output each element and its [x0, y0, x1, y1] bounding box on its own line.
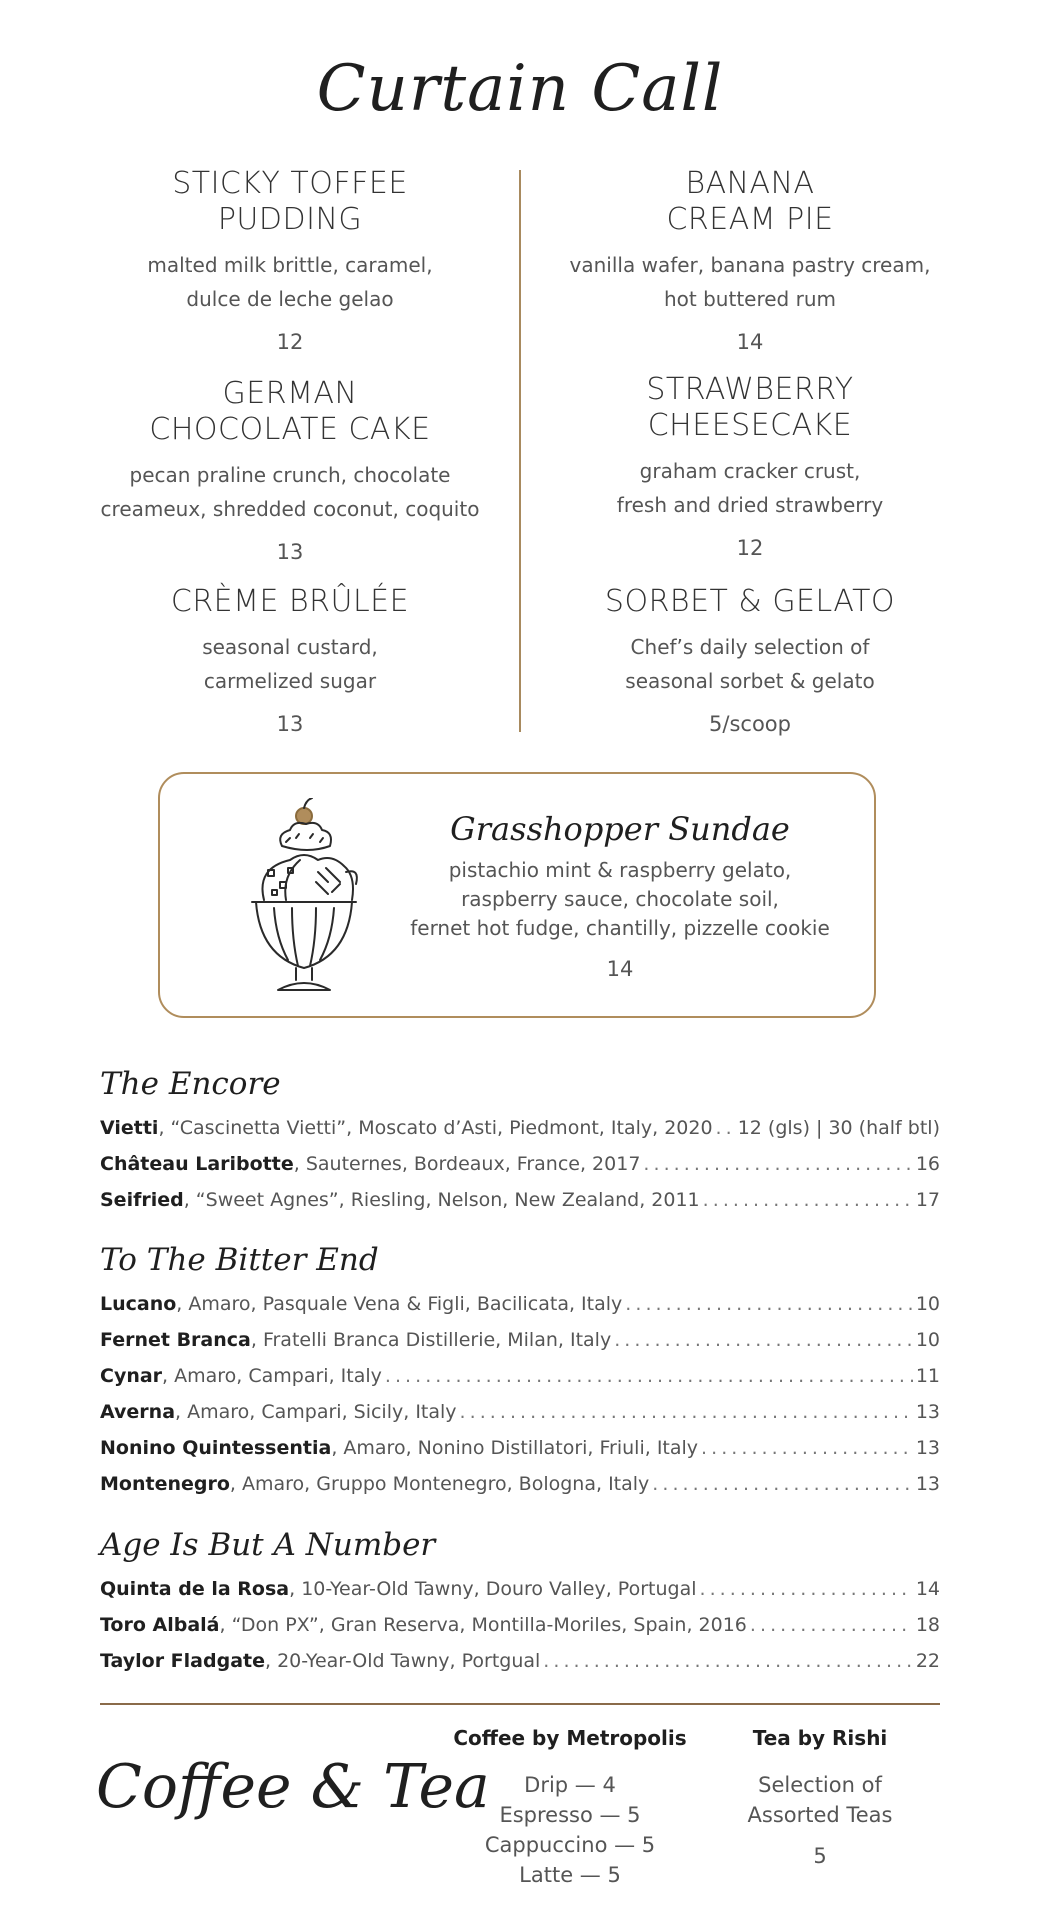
leader-dots — [652, 1466, 913, 1502]
list-item — [100, 1182, 940, 1218]
port-detail: , 20-Year-Old Tawny, Portgual — [265, 1650, 541, 1672]
coffee-item: Espresso — 5 — [499, 1803, 641, 1827]
coffee-heading: Coffee by Metropolis — [453, 1726, 687, 1750]
wine-name: Château Laribotte — [100, 1153, 294, 1175]
item-price: 14 — [915, 1578, 940, 1600]
item-price: 13 — [915, 1401, 940, 1423]
dessert-name: CRÈME BRÛLÉE — [170, 584, 410, 619]
section-title: To The Bitter End — [100, 1242, 379, 1278]
list-item — [100, 1146, 940, 1182]
wine-name: Vietti — [100, 1117, 159, 1139]
leader-dots — [750, 1607, 913, 1643]
dessert-price: 5/scoop — [709, 712, 791, 736]
coffee-item: Drip — 4 — [524, 1773, 616, 1797]
section-age-is-but-a-number — [100, 1527, 940, 1679]
tea-column — [730, 1726, 910, 1868]
amaro-name: Nonino Quintessentia — [100, 1437, 332, 1459]
list-item — [100, 1394, 940, 1430]
section-title: Age Is But A Number — [100, 1527, 436, 1563]
amaro-name: Cynar — [100, 1365, 163, 1387]
dessert-description: malted milk brittle, caramel, dulce de leche gelao — [147, 253, 433, 311]
dessert-description: pecan praline crunch, chocolate creameux, shredded coconut, coquito — [100, 463, 480, 521]
list-item — [100, 1430, 940, 1466]
coffee-item: Cappuccino — 5 — [484, 1833, 656, 1857]
amaro-name: Lucano — [100, 1293, 177, 1315]
dessert-item — [70, 584, 510, 736]
dessert-price: 12 — [276, 330, 304, 354]
list-item — [100, 1571, 940, 1607]
dessert-name: SORBET & GELATO — [604, 584, 896, 619]
dessert-price: 14 — [736, 330, 764, 354]
coffee-column — [450, 1726, 690, 1890]
coffee-tea-title: Coffee & Tea — [96, 1752, 490, 1822]
wine-detail: , Sauternes, Bordeaux, France, 2017 — [293, 1153, 641, 1175]
featured-description: pistachio mint & raspberry gelato, raspberry sauce, chocolate soil, fernet hot fudge, chantilly, pizzelle cookie — [410, 858, 830, 940]
dessert-description: Chef’s daily selection of seasonal sorbet & gelato — [625, 635, 875, 693]
leader-dots — [701, 1430, 913, 1466]
wine-detail: , “Sweet Agnes”, Riesling, Nelson, New Zealand, 2011 — [183, 1189, 700, 1211]
amaro-detail: , Amaro, Campari, Sicily, Italy — [175, 1401, 457, 1423]
leader-dots — [385, 1358, 913, 1394]
item-price: 10 — [915, 1329, 940, 1351]
amaro-name: Averna — [100, 1401, 176, 1423]
amaro-name: Fernet Branca — [100, 1329, 251, 1351]
dessert-description: seasonal custard, carmelized sugar — [202, 635, 378, 693]
dessert-item — [70, 376, 510, 564]
featured-name: Grasshopper Sundae — [450, 810, 790, 848]
dessert-name: GERMAN CHOCOLATE CAKE — [149, 376, 431, 447]
item-price: 18 — [915, 1614, 940, 1636]
port-detail: , “Don PX”, Gran Reserva, Montilla-Moriles, Spain, 2016 — [219, 1614, 747, 1636]
dessert-name: STRAWBERRY CHEESECAKE — [646, 372, 854, 443]
item-price: 22 — [915, 1650, 940, 1672]
amaro-detail: , Amaro, Nonino Distillatori, Friuli, Italy — [331, 1437, 699, 1459]
dessert-price: 13 — [276, 712, 304, 736]
dessert-item — [530, 166, 970, 354]
list-item — [100, 1358, 940, 1394]
leader-dots — [716, 1110, 735, 1146]
port-name: Taylor Fladgate — [100, 1650, 265, 1672]
leader-dots — [543, 1643, 913, 1679]
dessert-price: 13 — [276, 540, 304, 564]
section-the-encore — [100, 1066, 940, 1218]
featured-price: 14 — [606, 957, 634, 981]
item-price: 12 (gls) | 30 (half btl) — [737, 1117, 940, 1139]
dessert-description: graham cracker crust, fresh and dried strawberry — [616, 459, 884, 517]
tea-price: 5 — [813, 1844, 827, 1868]
wine-detail: , “Cascinetta Vietti”, Moscato d’Asti, Piedmont, Italy, 2020 — [158, 1117, 713, 1139]
list-item — [100, 1466, 940, 1502]
tea-item: Assorted Teas — [747, 1803, 893, 1827]
dessert-item — [530, 372, 970, 560]
dessert-item — [70, 166, 510, 354]
section-divider — [100, 1703, 940, 1705]
item-price: 11 — [915, 1365, 940, 1387]
item-price: 16 — [915, 1153, 940, 1175]
coffee-item: Latte — 5 — [519, 1863, 621, 1887]
dessert-description: vanilla wafer, banana pastry cream, hot buttered rum — [569, 253, 931, 311]
leader-dots — [643, 1146, 912, 1182]
dessert-name: STICKY TOFFEE PUDDING — [172, 166, 408, 237]
port-name: Toro Albalá — [100, 1614, 220, 1636]
featured-dessert-box — [158, 772, 876, 1018]
dessert-price: 12 — [736, 536, 764, 560]
item-price: 13 — [915, 1437, 940, 1459]
wine-name: Seifried — [100, 1189, 184, 1211]
section-title: The Encore — [100, 1066, 281, 1102]
item-price: 10 — [915, 1293, 940, 1315]
dessert-item — [530, 584, 970, 736]
column-divider — [519, 170, 521, 732]
port-name: Quinta de la Rosa — [100, 1578, 290, 1600]
list-item — [100, 1607, 940, 1643]
port-detail: , 10-Year-Old Tawny, Douro Valley, Portugal — [289, 1578, 697, 1600]
item-price: 13 — [915, 1473, 940, 1495]
leader-dots — [700, 1571, 913, 1607]
amaro-name: Montenegro — [100, 1473, 230, 1495]
leader-dots — [614, 1322, 913, 1358]
list-item — [100, 1322, 940, 1358]
item-price: 17 — [915, 1189, 940, 1211]
tea-heading: Tea by Rishi — [752, 1726, 888, 1750]
list-item — [100, 1286, 940, 1322]
section-to-the-bitter-end — [100, 1242, 940, 1502]
amaro-detail: , Amaro, Gruppo Montenegro, Bologna, Italy — [229, 1473, 650, 1495]
tea-item: Selection of — [758, 1773, 882, 1797]
ice-cream-sundae-icon — [234, 798, 374, 998]
menu-title: Curtain Call — [316, 52, 724, 126]
leader-dots — [703, 1182, 913, 1218]
leader-dots — [625, 1286, 913, 1322]
list-item — [100, 1110, 940, 1146]
leader-dots — [460, 1394, 913, 1430]
featured-text — [410, 810, 830, 981]
dessert-name: BANANA CREAM PIE — [666, 166, 834, 237]
amaro-detail: , Fratelli Branca Distillerie, Milan, Italy — [250, 1329, 612, 1351]
amaro-detail: , Amaro, Campari, Italy — [162, 1365, 382, 1387]
amaro-detail: , Amaro, Pasquale Vena & Figli, Bacilicata, Italy — [176, 1293, 623, 1315]
list-item — [100, 1643, 940, 1679]
